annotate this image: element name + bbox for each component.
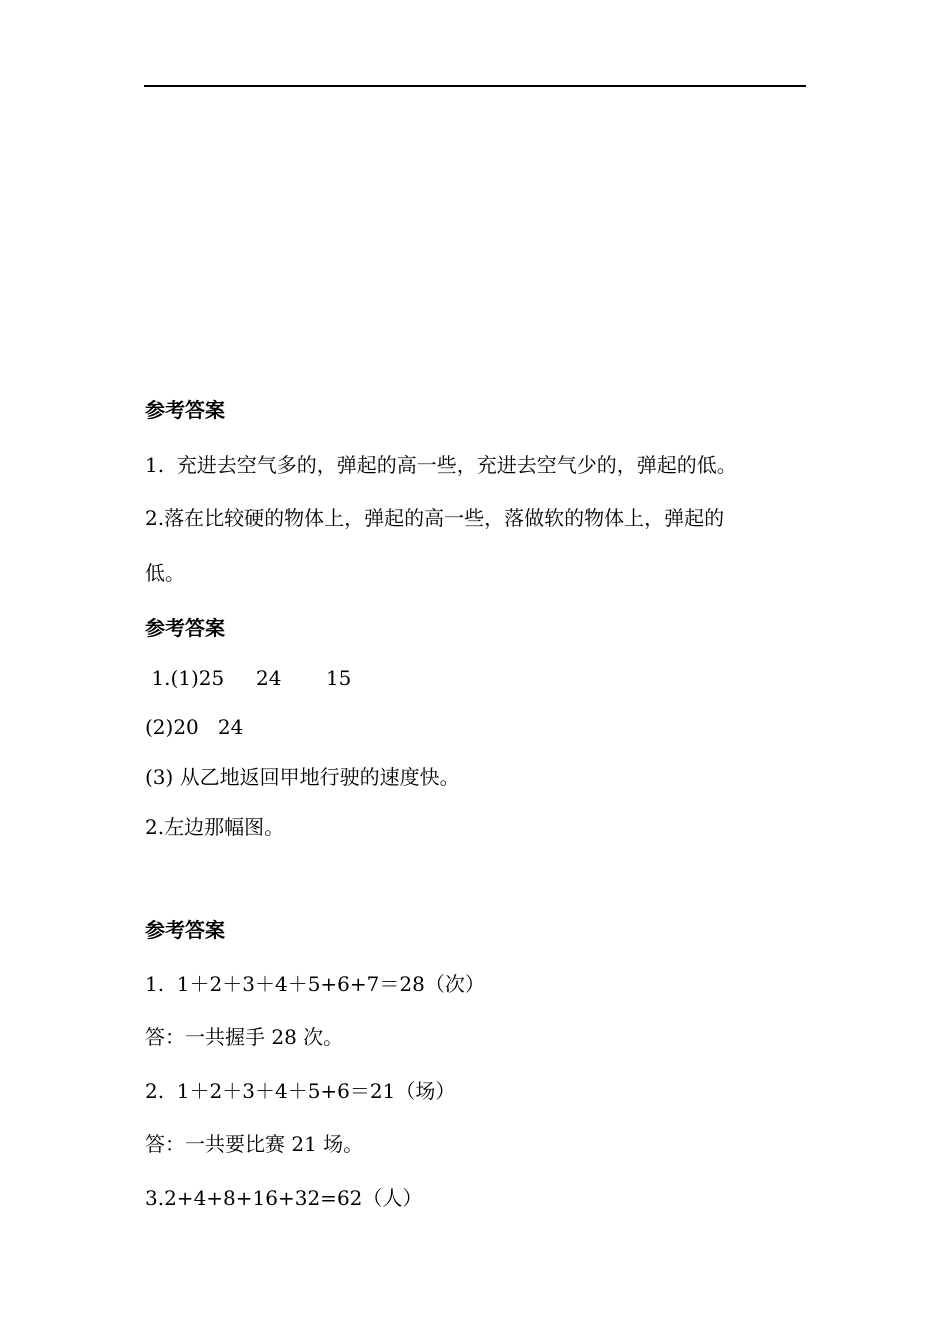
section-1-line-2: 2.落在比较硬的物体上，弹起的高一些，落做软的物体上，弹起的 [145,506,725,530]
section-1-line-1: 1. 充进去空气多的，弹起的高一些，充进去空气少的，弹起的低。 [145,453,737,477]
header-rule [144,85,806,87]
section-3-line-3: 2. 1＋2＋3＋4＋5+6＝21（场） [145,1079,456,1103]
section-3-line-1: 1. 1＋2＋3＋4＋5+6+7＝28（次） [145,972,485,996]
section-1-line-3: 低。 [145,561,185,585]
section-2-line-3: (3) 从乙地返回甲地行驶的速度快。 [145,765,460,789]
section-2-line-2: (2)20 24 [145,715,244,739]
section-3-line-4: 答：一共要比赛 21 场。 [145,1132,364,1156]
section-1-heading: 参考答案 [145,398,225,422]
section-2-line-4: 2.左边那幅图。 [145,815,285,839]
section-3-line-5: 3.2+4+8+16+32=62（人） [145,1186,423,1210]
section-2-line-1: 1.(1)25 24 15 [145,666,352,690]
section-3-heading: 参考答案 [145,918,225,942]
section-3-line-2: 答：一共握手 28 次。 [145,1025,344,1049]
section-2-heading: 参考答案 [145,616,225,640]
